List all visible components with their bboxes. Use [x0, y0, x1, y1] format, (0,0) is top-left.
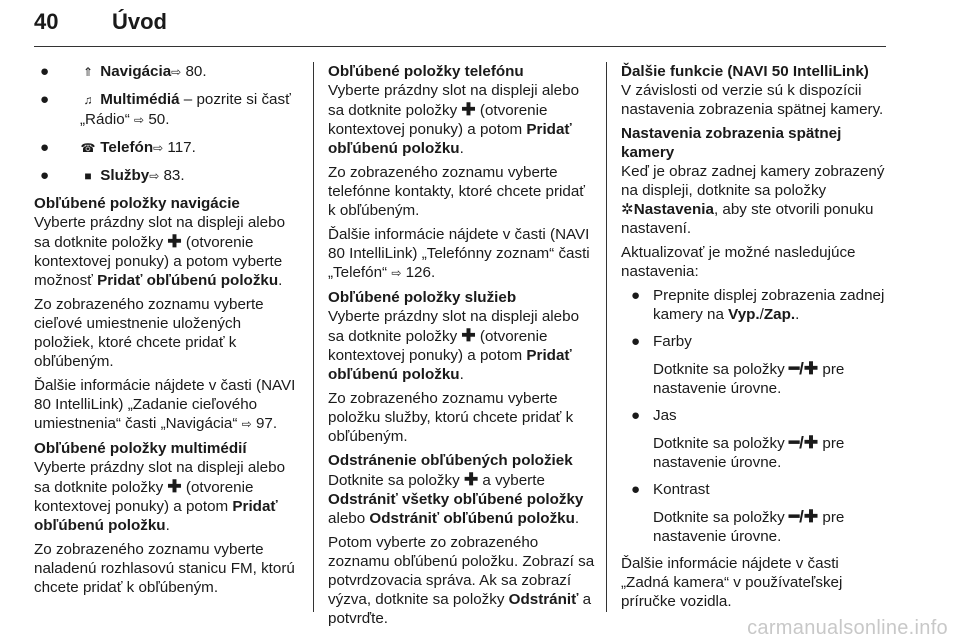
minus-plus-icon: ━/✚ [788, 359, 819, 378]
list-item-detail: Dotknite sa položky ━/✚ pre nastavenie úrovne. [653, 433, 845, 471]
list-item: ● ☎ Telefón⇨ 117. [40, 139, 196, 156]
reference-arrow-icon: ⇨ [241, 417, 252, 431]
reference-arrow-icon: ⇨ [149, 169, 160, 183]
navigation-icon: ⇑ [82, 65, 94, 79]
section-heading: Obľúbené položky služieb [328, 289, 517, 306]
reference-arrow-icon: ⇨ [153, 141, 164, 155]
plus-icon: ✚ [463, 470, 479, 489]
reference-arrow-icon: ⇨ [171, 65, 182, 79]
section-heading: Obľúbené položky multimédií [34, 440, 247, 457]
page-number: 40 [34, 9, 59, 34]
paragraph: Vyberte prázdny slot na displeji alebo sa dotknite položky ✚ (otvorenie kontextovej ponuky) a potom Pridať obľúbenú položku. [34, 459, 286, 534]
plus-icon: ✚ [167, 477, 182, 496]
paragraph: Keď je obraz zadnej kamery zobrazený na displeji, dotknite sa položky ✲Nastavenia, aby ste otvorili ponuku nastavení. [621, 163, 885, 237]
column-1 [34, 62, 296, 602]
section-heading: Ďalšie funkcie (NAVI 50 IntelliLink) [621, 63, 869, 80]
plus-icon: ✚ [461, 100, 476, 119]
column-3 [621, 62, 889, 616]
paragraph: Vyberte prázdny slot na displeji alebo sa dotknite položky ✚ (otvorenie kontextovej ponuky) a potom vyberte možnosť Pridať obľúbenú položku. [34, 214, 286, 289]
list-item-detail: Dotknite sa položky ━/✚ pre nastavenie úrovne. [653, 359, 845, 397]
phone-icon: ☎ [80, 141, 96, 155]
plus-icon: ✚ [461, 326, 476, 345]
minus-plus-icon: ━/✚ [788, 507, 819, 526]
paragraph: Dotknite sa položky ✚ a vyberte Odstrániť všetky obľúbené položky alebo Odstrániť obľúbenú položku. [328, 470, 584, 527]
list-item: ● Prepnite displej zobrazenia zadnej kamery na Vyp./Zap.. [631, 287, 885, 323]
column-divider-1 [313, 62, 314, 612]
watermark: carmanualsonline.info [747, 617, 948, 639]
page-title: Úvod [112, 9, 167, 34]
list-item: ● ♫ Multimédiá – pozrite si časť „Rádio“ ⇨ 50. [40, 91, 291, 128]
column-divider-2 [606, 62, 607, 612]
list-item: ● Kontrast [631, 481, 710, 498]
list-item: ● ⇑ Navigácia⇨ 80. [40, 63, 207, 80]
paragraph: Aktualizovať je možné nasledujúce nastavenia: [621, 244, 856, 280]
paragraph: Ďalšie informácie nájdete v časti (NAVI 80 IntelliLink) „Zadanie cieľového umiestnenia“ časti „Navigácia“ ⇨ 97. [34, 377, 296, 432]
section-heading: Obľúbené položky navigácie [34, 195, 240, 212]
reference-arrow-icon: ⇨ [134, 113, 145, 127]
plus-icon: ✚ [167, 232, 182, 251]
header-rule [34, 46, 886, 47]
paragraph: Ďalšie informácie nájdete v časti „Zadná kamera“ v používateľskej príručke vozidla. [621, 555, 843, 610]
paragraph: Potom vyberte zo zobrazeného zoznamu obľúbenú položku. Zobrazí sa potvrdzovacia správa. Ak sa zobrazí výzva, dotknite sa položky Odstrániť a potvrďte. [328, 534, 595, 627]
paragraph: Zo zobrazeného zoznamu vyberte telefónne kontakty, ktoré chcete pridať k obľúbeným. [328, 164, 586, 219]
paragraph: V závislosti od verzie sú k dispozícii nastavenia zobrazenia spätnej kamery. [621, 82, 884, 118]
reference-arrow-icon: ⇨ [391, 266, 402, 280]
minus-plus-icon: ━/✚ [788, 433, 819, 452]
page-header [34, 8, 886, 48]
section-heading: Nastavenia zobrazenia spätnej kamery [621, 125, 842, 161]
list-item-detail: Dotknite sa položky ━/✚ pre nastavenie úrovne. [653, 507, 845, 545]
paragraph: Zo zobrazeného zoznamu vyberte cieľové umiestnenie uložených položiek, ktoré chcete pridať k obľúbeným. [34, 296, 264, 370]
list-item: ● Jas [631, 407, 677, 424]
paragraph: Vyberte prázdny slot na displeji alebo sa dotknite položky ✚ (otvorenie kontextovej ponuky) a potom Pridať obľúbenú položku. [328, 82, 580, 157]
paragraph: Ďalšie informácie nájdete v časti (NAVI 80 IntelliLink) „Telefónny zoznam“ časti „Telefón“ ⇨ 126. [328, 226, 590, 281]
multimedia-icon: ♫ [83, 93, 93, 107]
list-item: ● ■ Služby⇨ 83. [40, 167, 185, 184]
section-heading: Odstránenie obľúbených položiek [328, 452, 573, 469]
paragraph: Zo zobrazeného zoznamu vyberte naladenú rozhlasovú stanicu FM, ktorú chcete pridať k obľúbeným. [34, 541, 295, 596]
section-heading: Obľúbené položky telefónu [328, 63, 524, 80]
services-icon: ■ [84, 169, 92, 183]
paragraph: Vyberte prázdny slot na displeji alebo sa dotknite položky ✚ (otvorenie kontextovej ponuky) a potom Pridať obľúbenú položku. [328, 308, 580, 383]
column-2 [328, 62, 596, 633]
list-item: ● Farby [631, 333, 692, 350]
gear-icon: ✲ [621, 201, 634, 218]
paragraph: Zo zobrazeného zoznamu vyberte položku služby, ktorú chcete pridať k obľúbeným. [328, 390, 574, 445]
